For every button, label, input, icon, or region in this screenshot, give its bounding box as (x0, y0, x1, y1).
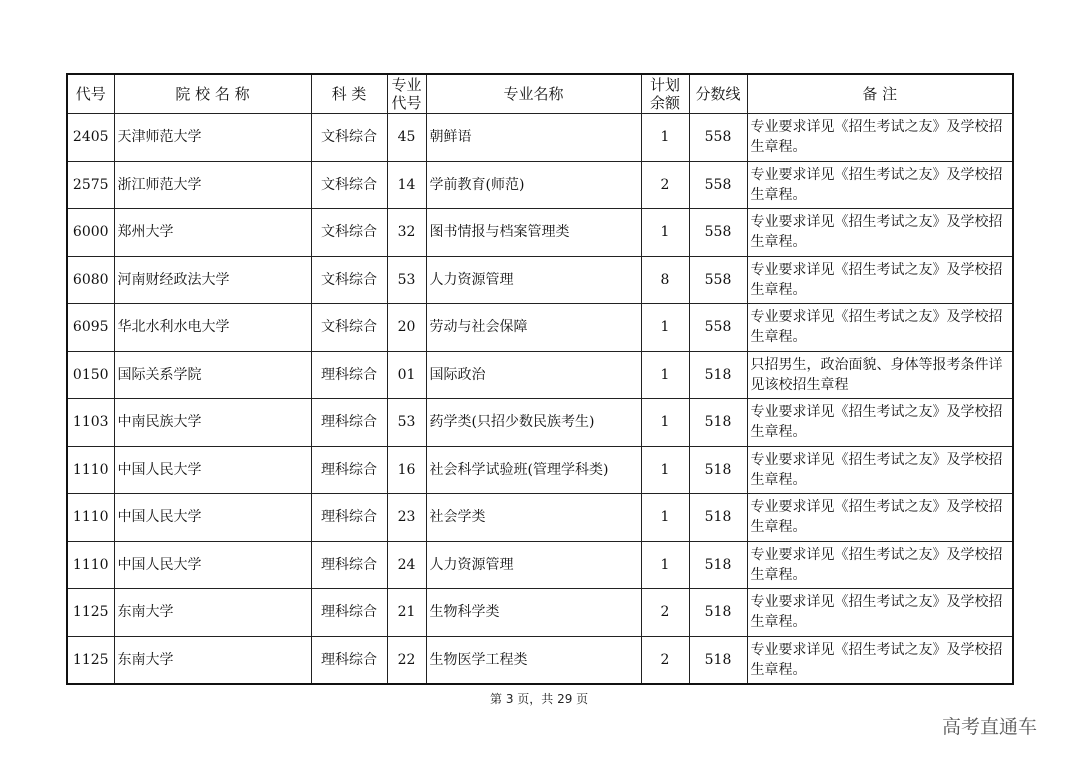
cell-major-name: 社会科学试验班(管理学科类) (426, 446, 641, 494)
cell-major-name: 人力资源管理 (426, 541, 641, 589)
cell-major-code: 21 (387, 589, 426, 637)
cell-major-code: 24 (387, 541, 426, 589)
cell-score-line: 518 (689, 399, 747, 447)
cell-score-line: 518 (689, 446, 747, 494)
cell-school-name: 华北水利水电大学 (114, 304, 311, 352)
cell-remarks: 专业要求详见《招生考试之友》及学校招生章程。 (747, 209, 1013, 257)
cell-score-line: 558 (689, 161, 747, 209)
cell-remaining-quota: 1 (641, 541, 689, 589)
cell-remarks: 专业要求详见《招生考试之友》及学校招生章程。 (747, 399, 1013, 447)
cell-remaining-quota: 1 (641, 114, 689, 162)
header-remarks: 备 注 (747, 74, 1013, 114)
cell-category: 理科综合 (311, 541, 387, 589)
cell-major-name: 朝鲜语 (426, 114, 641, 162)
cell-major-name: 生物科学类 (426, 589, 641, 637)
cell-major-code: 16 (387, 446, 426, 494)
cell-code: 1110 (67, 494, 114, 542)
cell-major-name: 国际政治 (426, 351, 641, 399)
cell-score-line: 558 (689, 256, 747, 304)
header-major-code: 专业代号 (387, 74, 426, 114)
cell-remarks: 专业要求详见《招生考试之友》及学校招生章程。 (747, 589, 1013, 637)
cell-score-line: 518 (689, 636, 747, 684)
cell-score-line: 518 (689, 589, 747, 637)
header-remaining-quota: 计划余额 (641, 74, 689, 114)
cell-category: 理科综合 (311, 351, 387, 399)
cell-remaining-quota: 2 (641, 161, 689, 209)
cell-school-name: 郑州大学 (114, 209, 311, 257)
cell-remarks: 专业要求详见《招生考试之友》及学校招生章程。 (747, 114, 1013, 162)
cell-major-code: 45 (387, 114, 426, 162)
cell-major-name: 社会学类 (426, 494, 641, 542)
cell-school-name: 东南大学 (114, 589, 311, 637)
table-row (67, 209, 1013, 257)
header-code: 代号 (67, 74, 114, 114)
cell-major-name: 人力资源管理 (426, 256, 641, 304)
header-row (67, 74, 1013, 114)
header-category: 科 类 (311, 74, 387, 114)
cell-remaining-quota: 2 (641, 636, 689, 684)
cell-remaining-quota: 1 (641, 209, 689, 257)
header-school-name: 院 校 名 称 (114, 74, 311, 114)
cell-score-line: 558 (689, 114, 747, 162)
cell-remaining-quota: 8 (641, 256, 689, 304)
header-score-line: 分数线 (689, 74, 747, 114)
cell-score-line: 518 (689, 494, 747, 542)
table-row (67, 589, 1013, 637)
cell-code: 6000 (67, 209, 114, 257)
cell-school-name: 国际关系学院 (114, 351, 311, 399)
brand-watermark: 高考直通车 (942, 716, 1038, 738)
cell-school-name: 东南大学 (114, 636, 311, 684)
cell-code: 2405 (67, 114, 114, 162)
cell-remarks: 专业要求详见《招生考试之友》及学校招生章程。 (747, 256, 1013, 304)
cell-category: 文科综合 (311, 256, 387, 304)
cell-code: 6080 (67, 256, 114, 304)
cell-score-line: 558 (689, 209, 747, 257)
cell-code: 1110 (67, 446, 114, 494)
cell-remaining-quota: 2 (641, 589, 689, 637)
cell-code: 1125 (67, 636, 114, 684)
cell-code: 1103 (67, 399, 114, 447)
cell-remaining-quota: 1 (641, 494, 689, 542)
table-row (67, 446, 1013, 494)
cell-remarks: 专业要求详见《招生考试之友》及学校招生章程。 (747, 636, 1013, 684)
table-row (67, 304, 1013, 352)
cell-category: 理科综合 (311, 636, 387, 684)
cell-code: 6095 (67, 304, 114, 352)
cell-school-name: 天津师范大学 (114, 114, 311, 162)
cell-remarks: 专业要求详见《招生考试之友》及学校招生章程。 (747, 541, 1013, 589)
cell-remaining-quota: 1 (641, 446, 689, 494)
cell-code: 0150 (67, 351, 114, 399)
cell-category: 理科综合 (311, 446, 387, 494)
cell-score-line: 518 (689, 351, 747, 399)
cell-category: 理科综合 (311, 589, 387, 637)
cell-remarks: 专业要求详见《招生考试之友》及学校招生章程。 (747, 161, 1013, 209)
cell-major-code: 20 (387, 304, 426, 352)
cell-school-name: 中国人民大学 (114, 541, 311, 589)
cell-remaining-quota: 1 (641, 399, 689, 447)
cell-major-name: 图书情报与档案管理类 (426, 209, 641, 257)
cell-major-code: 23 (387, 494, 426, 542)
cell-major-code: 53 (387, 399, 426, 447)
cell-major-code: 32 (387, 209, 426, 257)
admission-table (66, 73, 1014, 685)
table-row (67, 399, 1013, 447)
cell-code: 1110 (67, 541, 114, 589)
cell-school-name: 中国人民大学 (114, 494, 311, 542)
cell-major-name: 劳动与社会保障 (426, 304, 641, 352)
cell-remaining-quota: 1 (641, 304, 689, 352)
cell-remarks: 专业要求详见《招生考试之友》及学校招生章程。 (747, 304, 1013, 352)
table-row (67, 636, 1013, 684)
cell-category: 文科综合 (311, 209, 387, 257)
cell-major-code: 01 (387, 351, 426, 399)
table-row (67, 351, 1013, 399)
table-row (67, 541, 1013, 589)
cell-category: 理科综合 (311, 494, 387, 542)
cell-major-code: 53 (387, 256, 426, 304)
header-major-name: 专业名称 (426, 74, 641, 114)
page-number: 第 3 页，共 29 页 (490, 692, 589, 706)
cell-score-line: 518 (689, 541, 747, 589)
cell-school-name: 中国人民大学 (114, 446, 311, 494)
cell-category: 文科综合 (311, 114, 387, 162)
cell-remarks: 只招男生，政治面貌、身体等报考条件详见该校招生章程 (747, 351, 1013, 399)
cell-category: 文科综合 (311, 304, 387, 352)
table-row (67, 161, 1013, 209)
cell-school-name: 中南民族大学 (114, 399, 311, 447)
cell-code: 2575 (67, 161, 114, 209)
table-row (67, 494, 1013, 542)
cell-major-name: 生物医学工程类 (426, 636, 641, 684)
cell-major-code: 14 (387, 161, 426, 209)
cell-category: 理科综合 (311, 399, 387, 447)
cell-major-name: 学前教育(师范) (426, 161, 641, 209)
cell-school-name: 浙江师范大学 (114, 161, 311, 209)
cell-remarks: 专业要求详见《招生考试之友》及学校招生章程。 (747, 446, 1013, 494)
cell-remarks: 专业要求详见《招生考试之友》及学校招生章程。 (747, 494, 1013, 542)
cell-major-code: 22 (387, 636, 426, 684)
cell-school-name: 河南财经政法大学 (114, 256, 311, 304)
cell-remaining-quota: 1 (641, 351, 689, 399)
cell-code: 1125 (67, 589, 114, 637)
table-row (67, 256, 1013, 304)
cell-major-name: 药学类(只招少数民族考生) (426, 399, 641, 447)
cell-score-line: 558 (689, 304, 747, 352)
table-row (67, 114, 1013, 162)
cell-category: 文科综合 (311, 161, 387, 209)
